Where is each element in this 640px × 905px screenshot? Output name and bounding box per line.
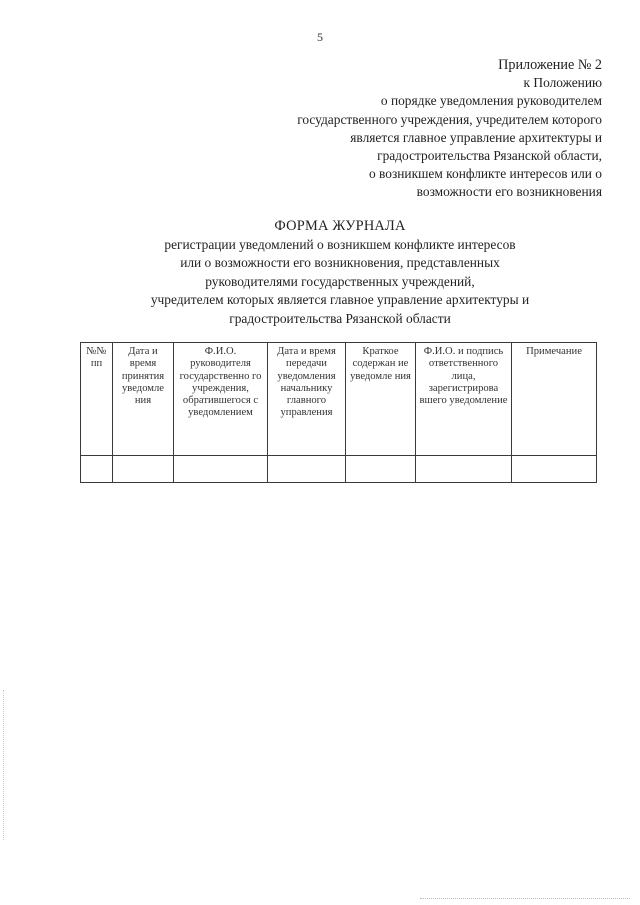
table-row bbox=[81, 456, 597, 483]
table-cell bbox=[346, 456, 416, 483]
column-header-transfer-date: Дата и время передачи уведомления начальнику главного управления bbox=[268, 343, 346, 456]
appendix-line: государственного учреждения, учредителем которого bbox=[297, 111, 602, 127]
appendix-line: о возникшем конфликте интересов или о bbox=[369, 166, 602, 182]
column-header-summary: Краткое содержан ие уведомле ния bbox=[346, 343, 416, 456]
scan-edge-marks bbox=[3, 690, 6, 840]
form-subtitle-line: учредителем которых является главное управление архитектуры и bbox=[150, 292, 530, 308]
table-cell bbox=[81, 456, 113, 483]
table-cell bbox=[174, 456, 268, 483]
form-subtitle-line: руководителями государственных учреждений, bbox=[205, 273, 475, 289]
appendix-line: Приложение № 2 bbox=[498, 57, 602, 73]
form-subtitle-line: регистрации уведомлений о возникшем конфликте интересов bbox=[164, 237, 516, 252]
appendix-header bbox=[182, 56, 602, 202]
appendix-line: градостроительства Рязанской области, bbox=[377, 148, 602, 164]
column-header-received-date: Дата и время принятия уведомле ния bbox=[113, 343, 174, 456]
form-subtitle-line: или о возможности его возникновения, представленных bbox=[180, 255, 500, 271]
appendix-line: является главное управление архитектуры и bbox=[350, 129, 602, 145]
column-header-number: №№ пп bbox=[81, 343, 113, 456]
table-cell bbox=[512, 456, 597, 483]
form-subtitle bbox=[20, 236, 640, 328]
scan-bottom-mark bbox=[420, 898, 630, 899]
table-cell bbox=[416, 456, 512, 483]
column-header-note: Примечание bbox=[512, 343, 597, 456]
form-title: ФОРМА ЖУРНАЛА bbox=[274, 218, 406, 234]
table-header-row bbox=[81, 343, 597, 456]
appendix-line: возможности его возникновения bbox=[416, 184, 602, 200]
table-cell bbox=[113, 456, 174, 483]
page-number: 5 bbox=[317, 30, 323, 44]
appendix-line: к Положению bbox=[523, 75, 602, 91]
journal-table bbox=[80, 342, 597, 483]
column-header-head-name: Ф.И.О. руководителя государственно го учреждения, обратившегося с уведомлением bbox=[174, 343, 268, 456]
column-header-registrar: Ф.И.О. и подпись ответственного лица, зарегистрирова вшего уведомление bbox=[416, 343, 512, 456]
form-subtitle-line: градостроительства Рязанской области bbox=[229, 310, 451, 326]
table-cell bbox=[268, 456, 346, 483]
appendix-line: о порядке уведомления руководителем bbox=[380, 93, 602, 109]
